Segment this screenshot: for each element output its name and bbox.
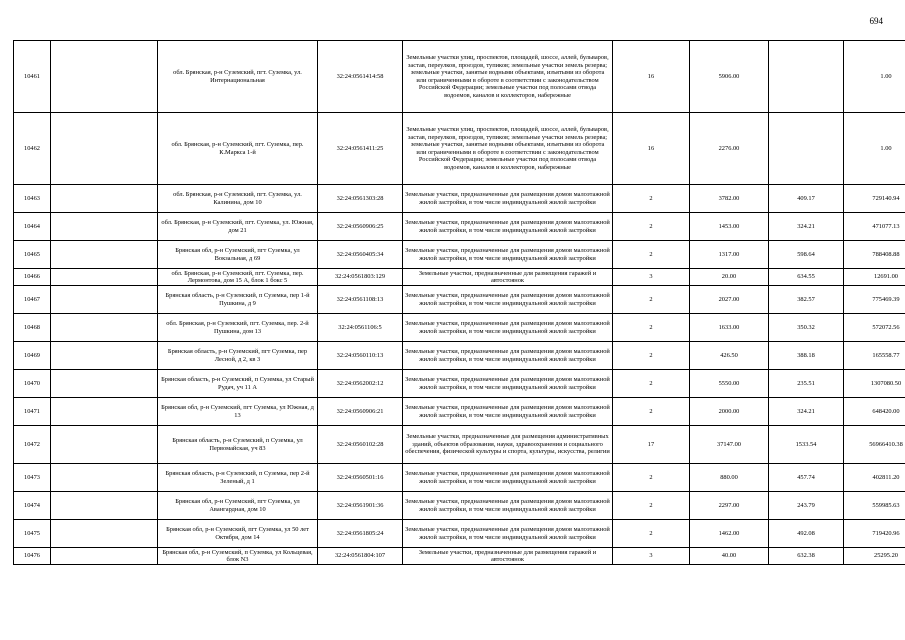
cadastral-number-cell: 32:24:0560501:16: [318, 464, 403, 492]
empty-cell: [51, 492, 158, 520]
address-cell: Брянская обл, р-н Суземский, п Суземка, ул Кольцевая, блок N3: [158, 548, 318, 565]
address-cell: обл. Брянская, р-н Суземский, пгт. Суземка, ул. Калинина, дом 10: [158, 185, 318, 213]
use-category-cell: 2: [613, 342, 690, 370]
record-number-cell: 10471: [14, 398, 51, 426]
table-row: [14, 113, 905, 185]
cadastral-value-cell: 1.00: [844, 41, 905, 113]
record-number-cell: 10472: [14, 426, 51, 464]
specific-value-cell: 632.38: [769, 548, 844, 565]
cadastral-number-cell: 32:24:0561108:13: [318, 286, 403, 314]
cadastral-number-cell: 32:24:0561803:129: [318, 269, 403, 286]
cadastral-value-cell: 12691.00: [844, 269, 905, 286]
land-use-cell: Земельные участки улиц, проспектов, площадей, шоссе, аллей, бульваров, застав, переулков, проездов, тупиков; земельные участки земель резерва; земельные участки, занятые водными объектами, изъятыми из оборота или ограниченными в обороте в соответствии с законодательством Российской Федерации; земельные участки под полосами отвода водоемов, каналов и коллекторов, набережные: [403, 41, 613, 113]
specific-value-cell: [769, 113, 844, 185]
cadastral-value-cell: 775469.39: [844, 286, 905, 314]
land-use-cell: Земельные участки, предназначенные для размещения домов малоэтажной жилой застройки, в том числе индивидуальной жилой застройки: [403, 185, 613, 213]
land-use-cell: Земельные участки, предназначенные для размещения домов малоэтажной жилой застройки, в том числе индивидуальной жилой застройки: [403, 286, 613, 314]
cadastral-number-cell: 32:24:0560405:34: [318, 241, 403, 269]
record-number-cell: 10473: [14, 464, 51, 492]
record-number-cell: 10465: [14, 241, 51, 269]
area-cell: 5906.00: [690, 41, 769, 113]
cadastral-number-cell: 32:24:0560110:13: [318, 342, 403, 370]
specific-value-cell: 492.08: [769, 520, 844, 548]
address-cell: Брянская обл, р-н Суземский, пгт Суземка, ул 50 лет Октября, дом 14: [158, 520, 318, 548]
cadastral-number-cell: 32:24:0561303:28: [318, 185, 403, 213]
record-number-cell: 10462: [14, 113, 51, 185]
cadastral-number-cell: 32:24:0560906:25: [318, 213, 403, 241]
cadastral-value-cell: 1.00: [844, 113, 905, 185]
land-use-cell: Земельные участки, предназначенные для размещения гаражей и автостоянок: [403, 548, 613, 565]
cadastral-number-cell: 32:24:0562002:12: [318, 370, 403, 398]
address-cell: Брянская обл, р-н Суземский, пгт Суземка, ул Вокзальная, д 69: [158, 241, 318, 269]
area-cell: 40.00: [690, 548, 769, 565]
use-category-cell: 2: [613, 398, 690, 426]
use-category-cell: 16: [613, 41, 690, 113]
cadastral-value-cell: 719420.96: [844, 520, 905, 548]
record-number-cell: 10468: [14, 314, 51, 342]
record-number-cell: 10475: [14, 520, 51, 548]
table-row: [14, 492, 905, 520]
land-use-cell: Земельные участки, предназначенные для размещения домов малоэтажной жилой застройки, в том числе индивидуальной жилой застройки: [403, 314, 613, 342]
address-cell: Брянская область, р-н Суземский, п Суземка, пер 1-й Пушкина, д 9: [158, 286, 318, 314]
use-category-cell: 17: [613, 426, 690, 464]
cadastral-value-cell: 788408.88: [844, 241, 905, 269]
use-category-cell: 2: [613, 314, 690, 342]
cadastral-value-cell: 25295.20: [844, 548, 905, 565]
record-number-cell: 10470: [14, 370, 51, 398]
table-row: [14, 426, 905, 464]
area-cell: 2276.00: [690, 113, 769, 185]
cadastral-value-cell: 402811.20: [844, 464, 905, 492]
table-row: [14, 464, 905, 492]
area-cell: 3782.00: [690, 185, 769, 213]
table-row: [14, 213, 905, 241]
table-row: [14, 314, 905, 342]
use-category-cell: 2: [613, 464, 690, 492]
cadastral-value-cell: 56966410.38: [844, 426, 905, 464]
land-use-cell: Земельные участки, предназначенные для размещения домов малоэтажной жилой застройки, в том числе индивидуальной жилой застройки: [403, 520, 613, 548]
area-cell: 5550.00: [690, 370, 769, 398]
empty-cell: [51, 286, 158, 314]
address-cell: обл. Брянская, р-н Суземский, пгт. Суземка, пер. Лермонтова, дом 15 А, блок 1 бокс 5: [158, 269, 318, 286]
empty-cell: [51, 464, 158, 492]
cadastral-number-cell: 32:24:0561804:107: [318, 548, 403, 565]
empty-cell: [51, 41, 158, 113]
empty-cell: [51, 548, 158, 565]
cadastral-value-cell: 729140.94: [844, 185, 905, 213]
land-use-cell: Земельные участки, предназначенные для размещения домов малоэтажной жилой застройки, в том числе индивидуальной жилой застройки: [403, 370, 613, 398]
record-number-cell: 10461: [14, 41, 51, 113]
cadastral-number-cell: 32:24:0561414:58: [318, 41, 403, 113]
empty-cell: [51, 241, 158, 269]
table-row: [14, 41, 905, 113]
cadastral-number-cell: 32:24:0561411:25: [318, 113, 403, 185]
use-category-cell: 3: [613, 269, 690, 286]
land-use-cell: Земельные участки, предназначенные для размещения домов малоэтажной жилой застройки, в том числе индивидуальной жилой застройки: [403, 398, 613, 426]
table-row: [14, 370, 905, 398]
record-number-cell: 10464: [14, 213, 51, 241]
cadastral-value-cell: 471077.13: [844, 213, 905, 241]
cadastral-number-cell: 32:24:0561106:5: [318, 314, 403, 342]
address-cell: Брянская область, р-н Суземский, п Суземка, пер 2-й Зеленый, д 1: [158, 464, 318, 492]
land-use-cell: Земельные участки, предназначенные для размещения административных зданий, объектов образования, науки, здравоохранения и социального обеспечения, физической культуры и спорта, культуры, искусства, религии: [403, 426, 613, 464]
land-use-cell: Земельные участки, предназначенные для размещения домов малоэтажной жилой застройки, в том числе индивидуальной жилой застройки: [403, 342, 613, 370]
empty-cell: [51, 113, 158, 185]
table-row: [14, 342, 905, 370]
table-row: [14, 398, 905, 426]
area-cell: 426.50: [690, 342, 769, 370]
cadastral-number-cell: 32:24:0560102:28: [318, 426, 403, 464]
use-category-cell: 2: [613, 520, 690, 548]
address-cell: Брянская область, р-н Суземский, пгт Суземка, пер Лесной, д 2, кв 3: [158, 342, 318, 370]
cadastral-value-cell: 572072.56: [844, 314, 905, 342]
cadastral-value-cell: 1307080.50: [844, 370, 905, 398]
area-cell: 2000.00: [690, 398, 769, 426]
area-cell: 37147.00: [690, 426, 769, 464]
specific-value-cell: 634.55: [769, 269, 844, 286]
use-category-cell: 2: [613, 286, 690, 314]
cadastral-number-cell: 32:24:0561805:24: [318, 520, 403, 548]
use-category-cell: 3: [613, 548, 690, 565]
table-row: [14, 548, 905, 565]
land-use-cell: Земельные участки, предназначенные для размещения гаражей и автостоянок: [403, 269, 613, 286]
empty-cell: [51, 213, 158, 241]
specific-value-cell: [769, 41, 844, 113]
land-use-cell: Земельные участки, предназначенные для размещения домов малоэтажной жилой застройки, в том числе индивидуальной жилой застройки: [403, 492, 613, 520]
area-cell: 1633.00: [690, 314, 769, 342]
table-row: [14, 241, 905, 269]
record-number-cell: 10474: [14, 492, 51, 520]
record-number-cell: 10469: [14, 342, 51, 370]
address-cell: обл. Брянская, р-н Суземский, пгт. Суземка, ул. Южная, дом 21: [158, 213, 318, 241]
specific-value-cell: 1533.54: [769, 426, 844, 464]
specific-value-cell: 235.51: [769, 370, 844, 398]
registry-table-body: [14, 41, 905, 565]
record-number-cell: 10463: [14, 185, 51, 213]
page-number: 694: [869, 16, 883, 26]
specific-value-cell: 324.21: [769, 398, 844, 426]
land-use-cell: Земельные участки, предназначенные для размещения домов малоэтажной жилой застройки, в том числе индивидуальной жилой застройки: [403, 241, 613, 269]
record-number-cell: 10466: [14, 269, 51, 286]
address-cell: Брянская обл, р-н Суземский, пгт Суземка, ул Авангардная, дом 10: [158, 492, 318, 520]
cadastral-value-cell: 165558.77: [844, 342, 905, 370]
empty-cell: [51, 185, 158, 213]
cadastral-value-cell: 648420.00: [844, 398, 905, 426]
address-cell: обл. Брянская, р-н Суземский, пгт. Суземка, пер. 2-й Пушкина, дом 13: [158, 314, 318, 342]
cadastral-number-cell: 32:24:0560906:21: [318, 398, 403, 426]
land-use-cell: Земельные участки, предназначенные для размещения домов малоэтажной жилой застройки, в том числе индивидуальной жилой застройки: [403, 464, 613, 492]
specific-value-cell: 324.21: [769, 213, 844, 241]
specific-value-cell: 388.18: [769, 342, 844, 370]
use-category-cell: 2: [613, 370, 690, 398]
land-registry-table: [13, 40, 905, 565]
address-cell: обл. Брянская, р-н Суземский, пгт. Суземка, ул. Интернациональная: [158, 41, 318, 113]
area-cell: 2297.00: [690, 492, 769, 520]
use-category-cell: 2: [613, 492, 690, 520]
cadastral-number-cell: 32:24:0561901:36: [318, 492, 403, 520]
empty-cell: [51, 426, 158, 464]
empty-cell: [51, 398, 158, 426]
empty-cell: [51, 520, 158, 548]
empty-cell: [51, 269, 158, 286]
area-cell: 1453.00: [690, 213, 769, 241]
area-cell: 1317.00: [690, 241, 769, 269]
address-cell: Брянская обл, р-н Суземский, пгт Суземка, ул Южная, д 13: [158, 398, 318, 426]
specific-value-cell: 598.64: [769, 241, 844, 269]
table-row: [14, 269, 905, 286]
table-row: [14, 520, 905, 548]
use-category-cell: 2: [613, 213, 690, 241]
address-cell: Брянская область, р-н Суземский, п Суземка, ул Первомайская, уч 83: [158, 426, 318, 464]
record-number-cell: 10476: [14, 548, 51, 565]
land-use-cell: Земельные участки улиц, проспектов, площадей, шоссе, аллей, бульваров, застав, переулков, проездов, тупиков; земельные участки земель резерва; земельные участки, занятые водными объектами, изъятыми из оборота или ограниченными в обороте в соответствии с законодательством Российской Федерации; земельные участки под полосами отвода водоемов, каналов и коллекторов, набережные: [403, 113, 613, 185]
use-category-cell: 2: [613, 241, 690, 269]
land-use-cell: Земельные участки, предназначенные для размещения домов малоэтажной жилой застройки, в том числе индивидуальной жилой застройки: [403, 213, 613, 241]
record-number-cell: 10467: [14, 286, 51, 314]
area-cell: 1462.00: [690, 520, 769, 548]
address-cell: обл. Брянская, р-н Суземский, пгт. Суземка, пер. К.Маркса 1-й: [158, 113, 318, 185]
specific-value-cell: 382.57: [769, 286, 844, 314]
specific-value-cell: 350.32: [769, 314, 844, 342]
table-row: [14, 286, 905, 314]
use-category-cell: 16: [613, 113, 690, 185]
empty-cell: [51, 370, 158, 398]
specific-value-cell: 243.79: [769, 492, 844, 520]
area-cell: 20.00: [690, 269, 769, 286]
cadastral-value-cell: 559985.63: [844, 492, 905, 520]
empty-cell: [51, 342, 158, 370]
area-cell: 2027.00: [690, 286, 769, 314]
use-category-cell: 2: [613, 185, 690, 213]
table-row: [14, 185, 905, 213]
specific-value-cell: 457.74: [769, 464, 844, 492]
specific-value-cell: 409.17: [769, 185, 844, 213]
empty-cell: [51, 314, 158, 342]
address-cell: Брянская область, р-н Суземский, п Суземка, ул Старый Рудач, уч 11 А: [158, 370, 318, 398]
area-cell: 880.00: [690, 464, 769, 492]
